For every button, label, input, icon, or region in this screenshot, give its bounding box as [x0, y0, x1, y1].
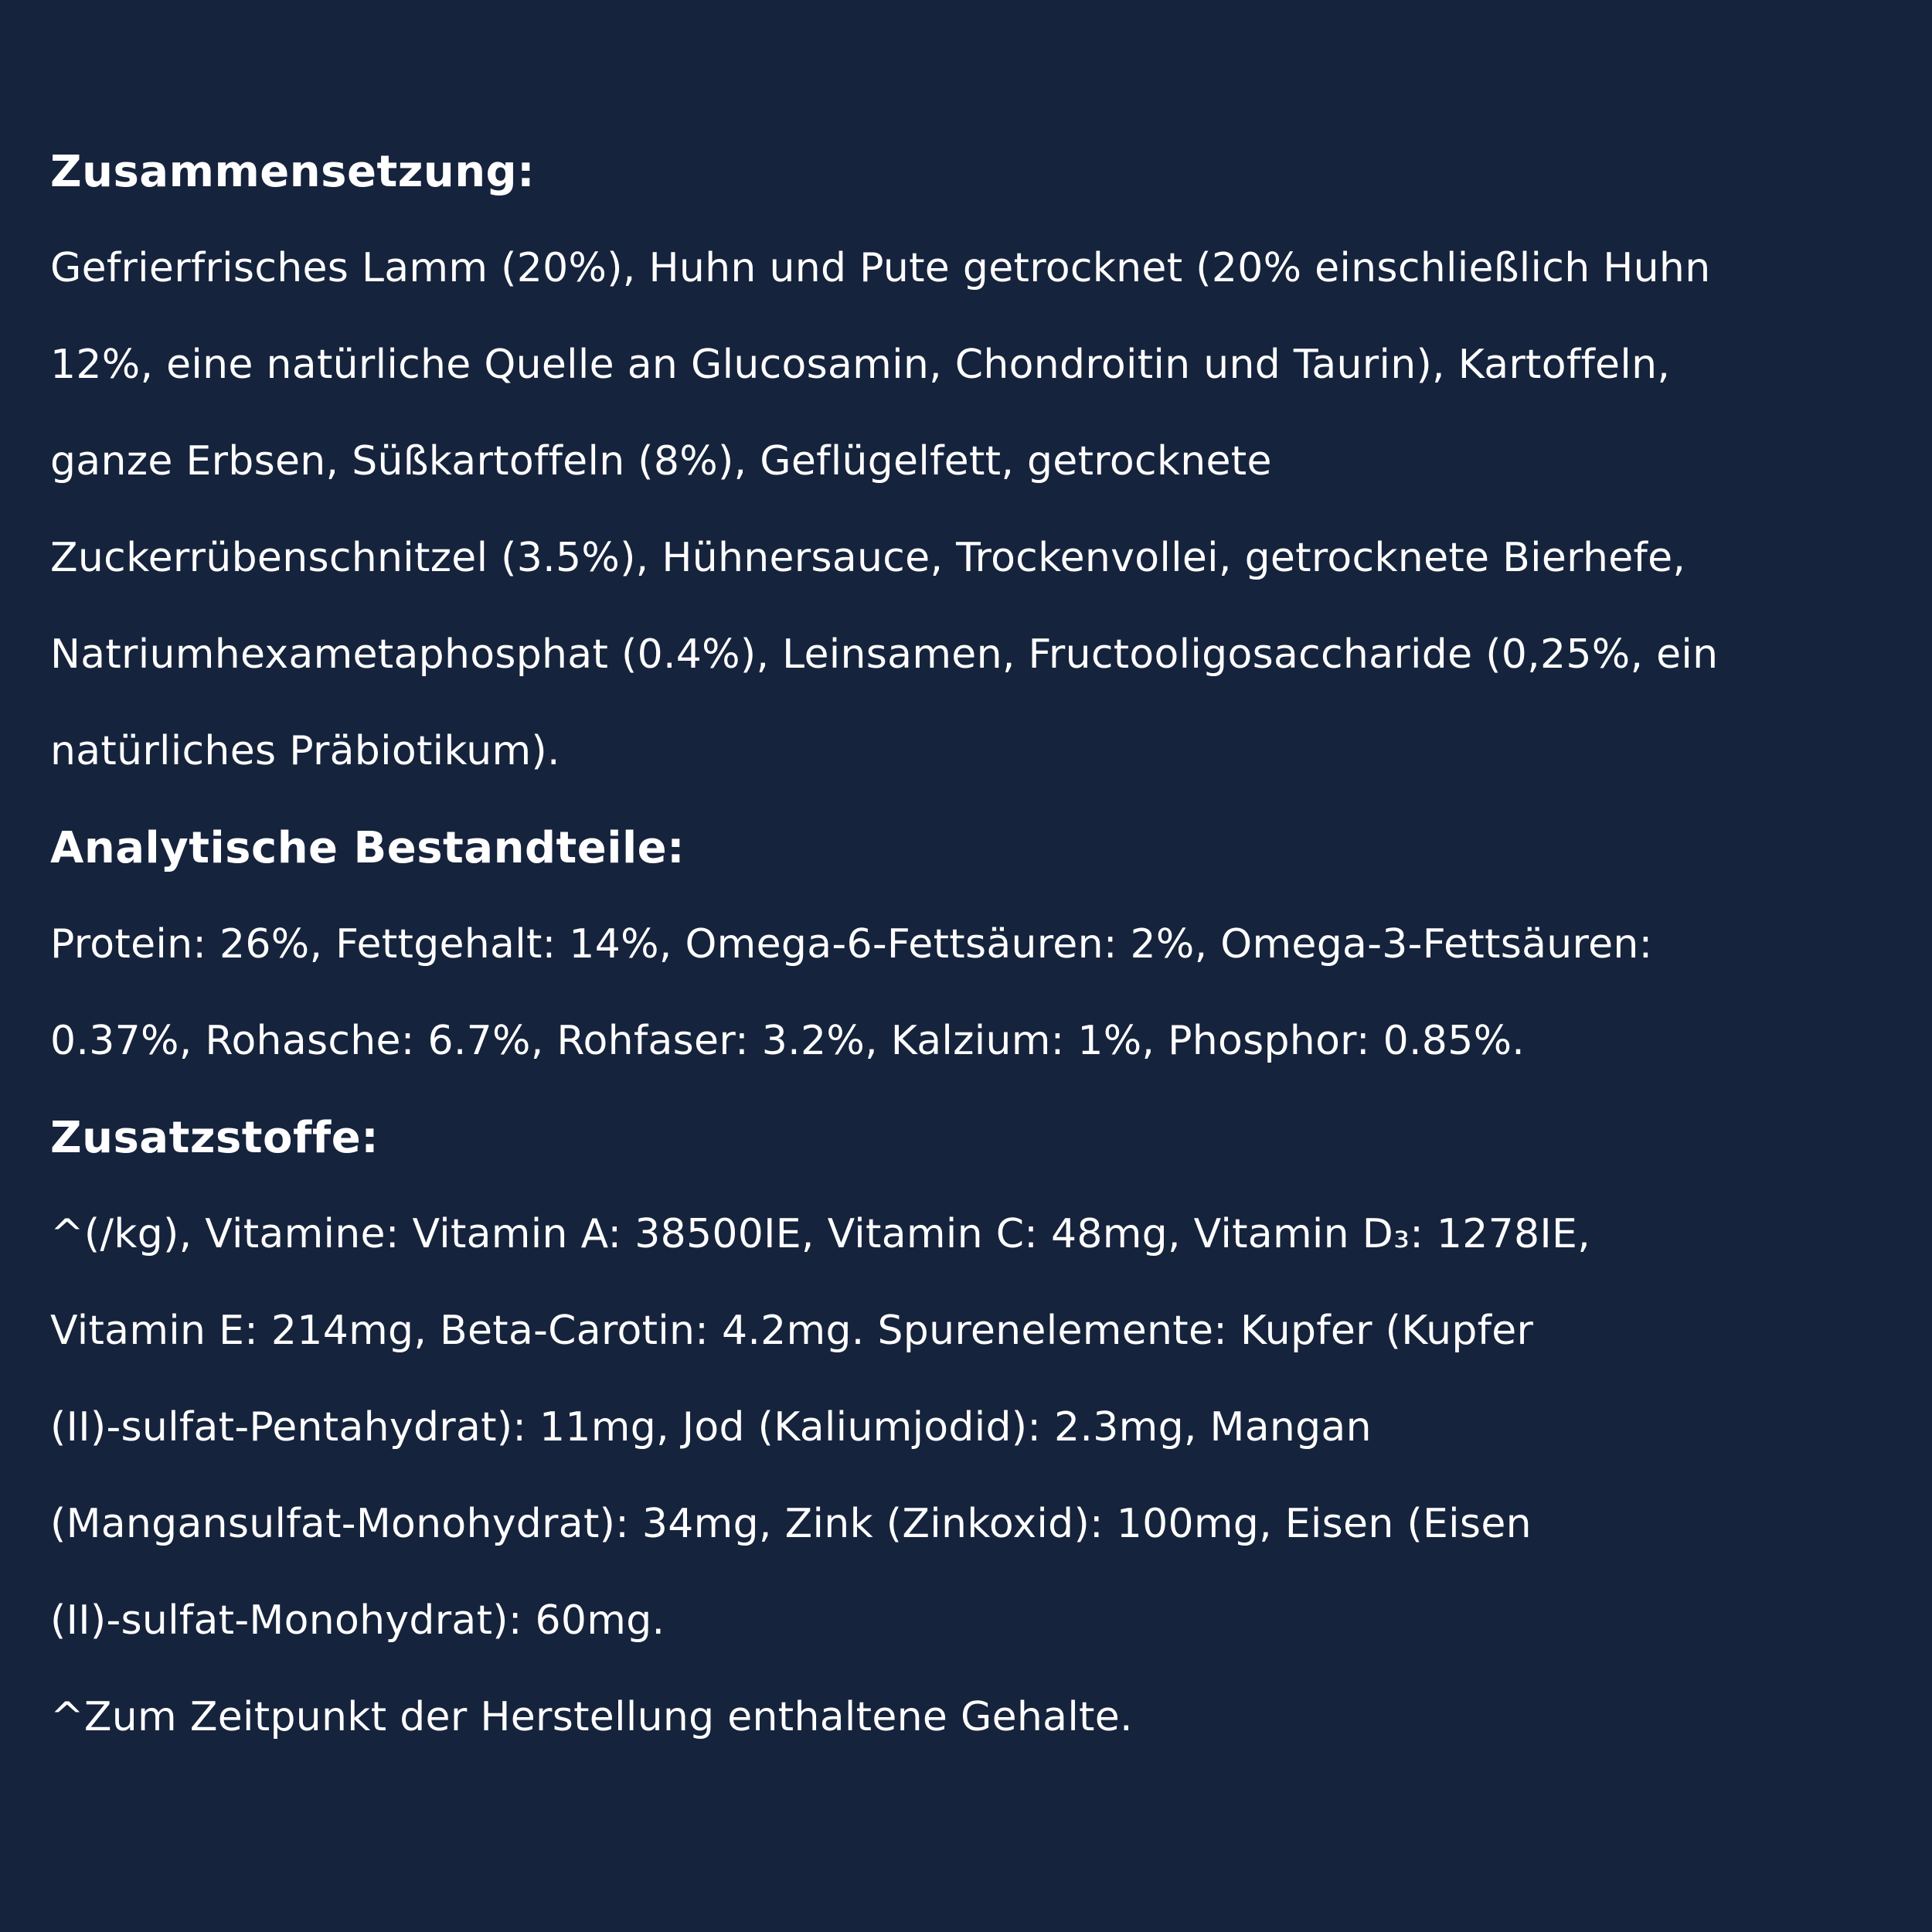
- additives-footnote: ^Zum Zeitpunkt der Herstellung enthaltene Gehalte.: [50, 1694, 1133, 1740]
- additives-line: ^(/kg), Vitamine: Vitamin A: 38500IE, Vitamin C: 48mg, Vitamin D₃: 1278IE,: [50, 1211, 1591, 1257]
- composition-line: Gefrierfrisches Lamm (20%), Huhn und Pute getrocknet (20% einschließlich Huhn: [50, 245, 1711, 291]
- additives-line: (II)-sulfat-Pentahydrat): 11mg, Jod (Kaliumjodid): 2.3mg, Mangan: [50, 1404, 1372, 1451]
- additives-line: Vitamin E: 214mg, Beta-Carotin: 4.2mg. Spurenelemente: Kupfer (Kupfer: [50, 1308, 1534, 1354]
- composition-line: 12%, eine natürliche Quelle an Glucosamin, Chondroitin und Taurin), Kartoffeln,: [50, 342, 1671, 388]
- composition-heading: Zusammensetzung:: [50, 147, 536, 197]
- analytical-line: Protein: 26%, Fettgehalt: 14%, Omega-6-Fettsäuren: 2%, Omega-3-Fettsäuren:: [50, 921, 1653, 968]
- additives-line: (Mangansulfat-Monohydrat): 34mg, Zink (Zinkoxid): 100mg, Eisen (Eisen: [50, 1501, 1532, 1547]
- composition-line: natürliches Präbiotikum).: [50, 728, 560, 774]
- ingredients-text-block: [50, 124, 1905, 1766]
- composition-line: Natriumhexametaphosphat (0.4%), Leinsamen, Fructooligosaccharide (0,25%, ein: [50, 631, 1719, 678]
- composition-line: ganze Erbsen, Süßkartoffeln (8%), Geflügelfett, getrocknete: [50, 438, 1272, 485]
- analytical-heading: Analytische Bestandteile:: [50, 823, 685, 873]
- additives-line: (II)-sulfat-Monohydrat): 60mg.: [50, 1597, 665, 1644]
- composition-line: Zuckerrübenschnitzel (3.5%), Hühnersauce, Trockenvollei, getrocknete Bierhefe,: [50, 535, 1686, 581]
- analytical-line: 0.37%, Rohasche: 6.7%, Rohfaser: 3.2%, Kalzium: 1%, Phosphor: 0.85%.: [50, 1018, 1526, 1064]
- additives-heading: Zusatzstoffe:: [50, 1113, 379, 1163]
